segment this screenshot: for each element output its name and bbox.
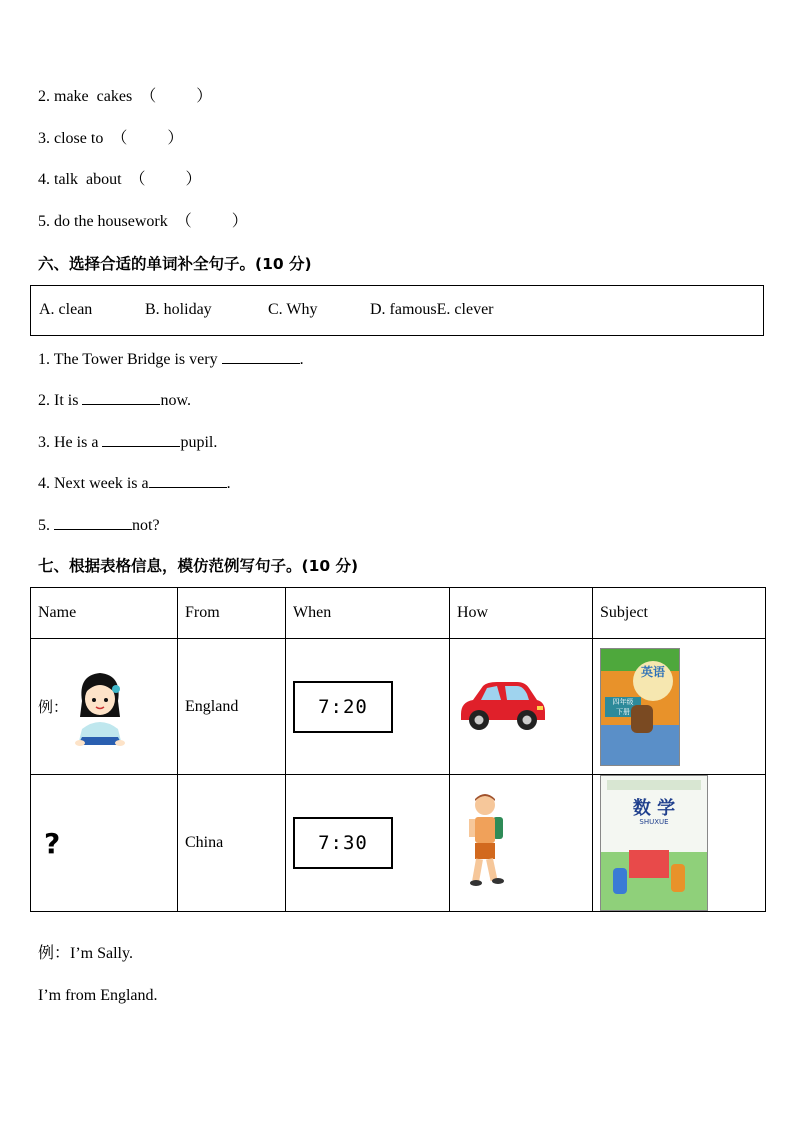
girl-icon xyxy=(68,667,132,747)
name-cell xyxy=(31,639,178,775)
header-from: From xyxy=(178,588,286,639)
subject-cell xyxy=(593,775,766,912)
option-c: C. Why xyxy=(268,301,318,318)
book-grade: 四年级 xyxy=(605,697,641,707)
word-options-box xyxy=(30,285,764,336)
section7-title: 七、根据表格信息，模仿范例写句子。(10 分) xyxy=(38,557,359,575)
option-a: A. clean xyxy=(39,301,93,318)
header-when: When xyxy=(286,588,450,639)
answer-blank[interactable] xyxy=(102,432,180,447)
from-cell: China xyxy=(178,775,286,912)
digital-clock: 7:20 xyxy=(293,681,393,733)
phrase-item: 3. close to （ ） xyxy=(38,130,184,147)
walking-boy-icon xyxy=(467,791,507,891)
example-sentence-1: 例：I’m Sally. xyxy=(38,945,133,962)
car-icon xyxy=(457,674,547,734)
info-table xyxy=(30,587,766,912)
unknown-name-mark: ? xyxy=(44,826,61,860)
sentence-1: 1. The Tower Bridge is very . xyxy=(38,351,304,368)
book-title: 数 学 xyxy=(632,798,676,819)
when-cell xyxy=(286,639,450,775)
answer-blank[interactable] xyxy=(82,390,160,405)
how-cell xyxy=(450,639,593,775)
phrase-item: 4. talk about （ ） xyxy=(38,171,202,188)
sentence-3: 3. He is a pupil. xyxy=(38,434,218,451)
phrase-item: 2. make cakes （ ） xyxy=(38,88,213,105)
subject-cell xyxy=(593,639,766,775)
example-sentence-2: I’m from England. xyxy=(38,987,158,1004)
sentence-5: 5. not? xyxy=(38,517,160,534)
sentence-2: 2. It is now. xyxy=(38,392,191,409)
book-subtitle: SHUXUE xyxy=(639,818,669,826)
header-how: How xyxy=(450,588,593,639)
sentence-4: 4. Next week is a . xyxy=(38,475,231,492)
math-book-icon xyxy=(600,775,708,911)
table-header-row xyxy=(31,588,766,639)
when-cell xyxy=(286,775,450,912)
name-cell xyxy=(31,775,178,912)
example-label: 例： xyxy=(38,698,69,716)
digital-clock: 7:30 xyxy=(293,817,393,869)
phrase-item: 5. do the housework （ ） xyxy=(38,213,248,230)
option-d: D. famousE. clever xyxy=(370,301,494,318)
table-row xyxy=(31,775,766,912)
from-cell: England xyxy=(178,639,286,775)
table-row xyxy=(31,639,766,775)
header-name: Name xyxy=(31,588,178,639)
section6-title: 六、选择合适的单词补全句子。(10 分) xyxy=(38,255,312,273)
book-title: 英语 xyxy=(633,661,673,701)
english-book-icon xyxy=(600,648,680,766)
book-volume: 下册 xyxy=(605,707,641,717)
answer-blank[interactable] xyxy=(54,515,132,530)
option-b: B. holiday xyxy=(145,301,212,318)
answer-blank[interactable] xyxy=(222,349,300,364)
header-subject: Subject xyxy=(593,588,766,639)
how-cell xyxy=(450,775,593,912)
answer-blank[interactable] xyxy=(149,473,227,488)
